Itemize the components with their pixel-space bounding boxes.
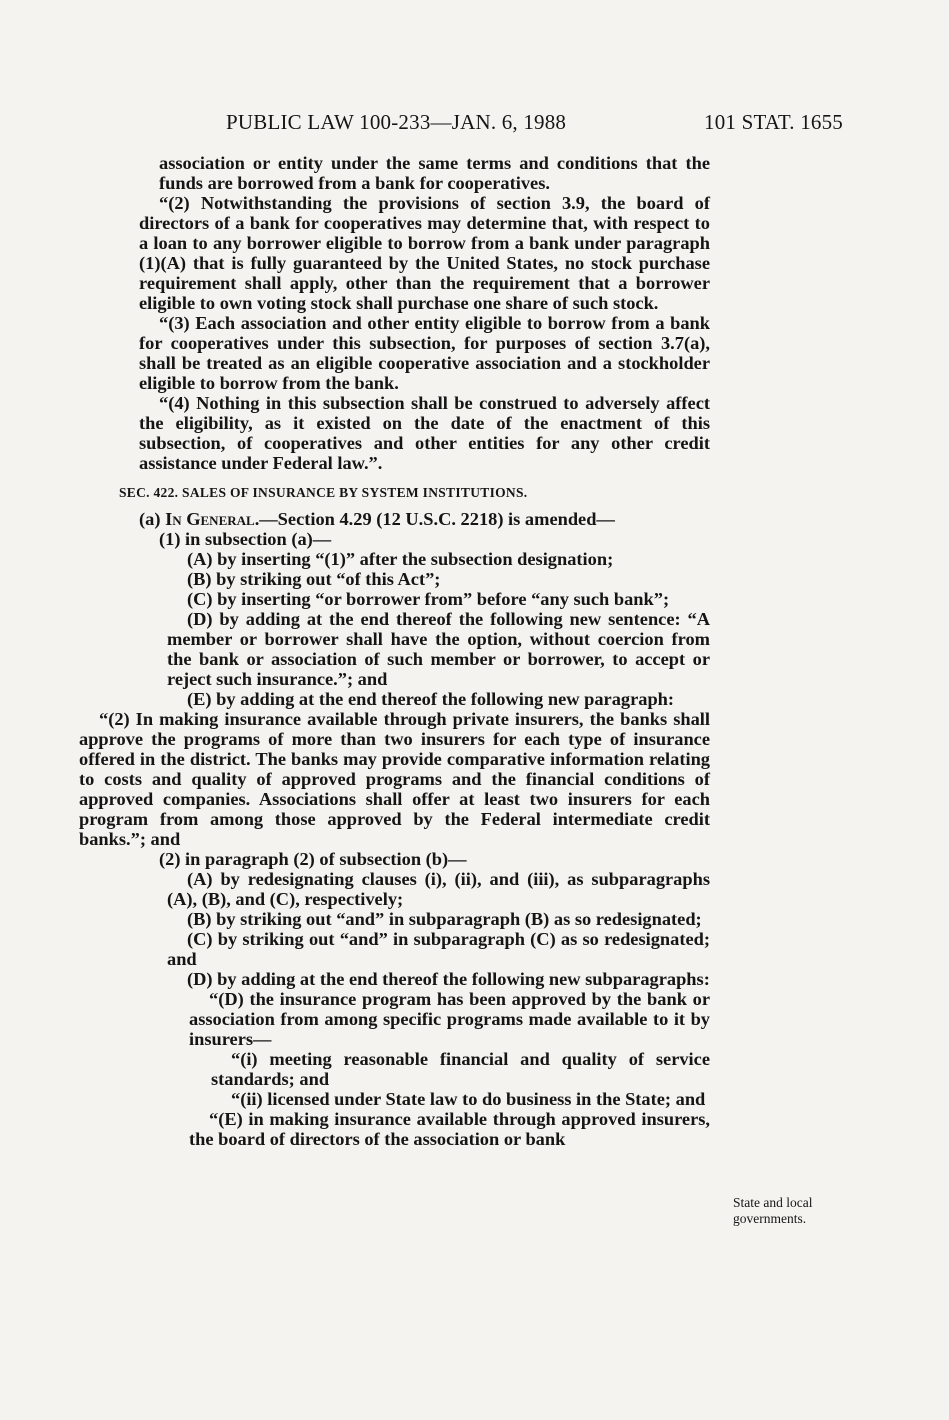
subsection-a-marker: (a)	[139, 509, 161, 529]
clause-i: “(i) meeting reasonable financial and quality of service standards; and	[211, 1049, 710, 1089]
statute-reference: 101 STAT. 1655	[704, 110, 843, 134]
paragraph-4: “(4) Nothing in this subsection shall be construed to adversely affect the eligibility, as it existed on the date of the enactment of this subsection, of cooperatives and other entities for any other credit assistance under Federal law.”.	[139, 393, 710, 473]
paragraph-2: “(2) Notwithstanding the provisions of section 3.9, the board of directors of a bank for cooperatives may determine that, with respect to a loan to any borrower eligible to borrow from a bank under paragraph (1)(A) that is fully guaranteed by the United States, no stock purchase requirement shall apply, other than the requirement that a borrower eligible to own voting stock shall purchase one share of such stock.	[139, 193, 710, 313]
subparagraph-e: “(E) in making insurance available through approved insurers, the board of directors of the association or bank	[189, 1109, 710, 1149]
item-2: (2) in paragraph (2) of subsection (b)—	[159, 849, 467, 869]
running-head: PUBLIC LAW 100-233—JAN. 6, 1988	[226, 110, 567, 134]
paragraph-3: “(3) Each association and other entity eligible to borrow from a bank for cooperatives under this subsection, for purposes of section 3.7(a), shall be treated as an eligible cooperative association and a stockholder eligible to borrow from the bank.	[139, 313, 710, 393]
section-heading: SEC. 422. SALES OF INSURANCE BY SYSTEM INSTITUTIONS.	[119, 485, 528, 500]
item-1-b: (B) by striking out “of this Act”;	[187, 569, 441, 589]
item-1: (1) in subsection (a)—	[159, 529, 332, 549]
margin-note: State and local governments.	[733, 1195, 813, 1226]
subsection-a	[119, 509, 710, 529]
main-text	[79, 153, 710, 1149]
continuation-paragraph: association or entity under the same terms and conditions that the funds are borrowed from a bank for cooperatives.	[159, 153, 710, 193]
clause-ii: “(ii) licensed under State law to do business in the State; and	[231, 1089, 706, 1109]
item-2-b: (B) by striking out “and” in subparagraph (B) as so redesignated;	[187, 909, 702, 929]
subsection-a-heading: In General	[165, 509, 255, 529]
inserted-paragraph-2: “(2) In making insurance available through private insurers, the banks shall approve the programs of more than two insurers for each type of insurance offered in the district. The banks may provide comparative information relating to costs and quality of approved programs and the financial conditions of approved companies. Associations shall offer at least two insurers for each program from among those approved by the Federal intermediate credit banks.”; and	[79, 709, 710, 849]
item-1-a: (A) by inserting “(1)” after the subsection designation;	[187, 549, 614, 569]
item-1-d: (D) by adding at the end thereof the following new sentence: “A member or borrower shall have the option, without coercion from the bank or association of such member or borrower, to accept or reject such insurance.”; and	[167, 609, 710, 689]
subparagraph-d: “(D) the insurance program has been approved by the bank or association from among specific programs made available to it by insurers—	[189, 989, 710, 1049]
item-1-c: (C) by inserting “or borrower from” before “any such bank”;	[187, 589, 670, 609]
item-2-c: (C) by striking out “and” in subparagraph (C) as so redesignated; and	[167, 929, 710, 969]
item-2-a: (A) by redesignating clauses (i), (ii), and (iii), as subparagraphs (A), (B), and (C), respectively;	[167, 869, 710, 909]
item-1-e: (E) by adding at the end thereof the following new paragraph:	[187, 689, 675, 709]
item-2-d: (D) by adding at the end thereof the following new subparagraphs:	[187, 969, 710, 989]
subsection-a-text: .—Section 4.29 (12 U.S.C. 2218) is amended—	[254, 509, 615, 529]
